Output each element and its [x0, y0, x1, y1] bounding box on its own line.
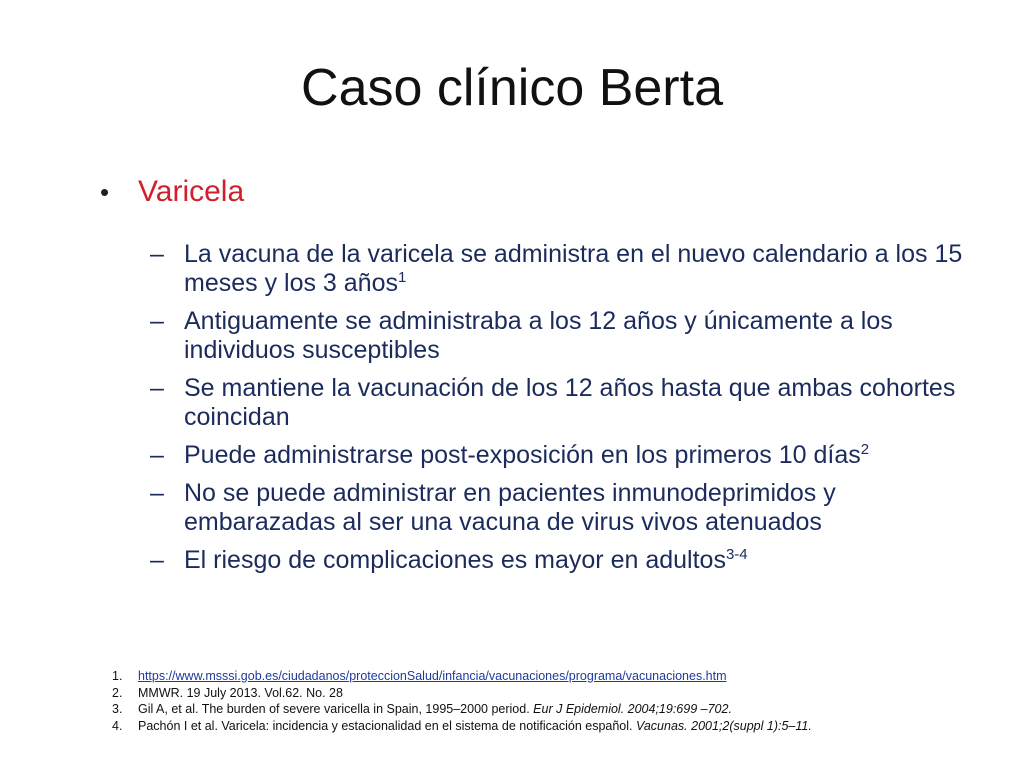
dash-icon: – — [150, 240, 164, 268]
reference-number: 4. — [112, 718, 123, 733]
slide-title: Caso clínico Berta — [301, 59, 723, 117]
reference-text: MMWR. 19 July 2013. Vol.62. No. 28 — [138, 685, 343, 700]
reference-item — [112, 685, 902, 702]
sub-bullet-list — [150, 240, 980, 584]
reference-text: Gil A, et al. The burden of severe varicella in Spain, 1995–2000 period. — [138, 702, 534, 716]
sub-bullet — [150, 307, 980, 365]
dash-icon: – — [150, 374, 164, 402]
dash-icon: – — [150, 546, 164, 574]
dash-icon: – — [150, 441, 164, 469]
sub-bullet — [150, 441, 980, 470]
sub-bullet — [150, 240, 980, 298]
sub-bullet — [150, 479, 980, 537]
dash-icon: – — [150, 479, 164, 507]
footnote-marker: 1 — [398, 269, 407, 286]
main-bullet — [100, 175, 244, 209]
reference-link[interactable]: https://www.msssi.gob.es/ciudadanos/proteccionSalud/infancia/vacunaciones/programa/vacunaciones.htm — [138, 669, 727, 683]
reference-journal: Vacunas. 2001;2(suppl 1):5–11. — [635, 718, 812, 733]
references-list — [112, 668, 902, 734]
sub-bullet-text: Se mantiene la vacunación de los 12 años hasta que ambas cohortes coincidan — [184, 374, 956, 431]
reference-text: Pachón I et al. Varicela: incidencia y estacionalidad en el sistema de notificación español. — [138, 718, 636, 733]
bullet-label: Varicela — [138, 175, 245, 208]
sub-bullet — [150, 546, 980, 575]
footnote-marker: 3-4 — [725, 546, 748, 563]
reference-item — [112, 718, 902, 735]
sub-bullet-text: Antiguamente se administraba a los 12 años y únicamente a los individuos susceptibles — [184, 307, 893, 364]
sub-bullet-text: El riesgo de complicaciones es mayor en adultos — [184, 546, 726, 574]
sub-bullet-text: No se puede administrar en pacientes inmunodeprimidos y embarazadas al ser una vacuna de virus vivos atenuados — [184, 479, 836, 536]
reference-item — [112, 668, 902, 685]
reference-number: 1. — [112, 669, 123, 683]
dash-icon: – — [150, 307, 164, 335]
reference-number: 3. — [112, 702, 123, 716]
sub-bullet — [150, 374, 980, 432]
reference-item — [112, 701, 902, 718]
sub-bullet-text: La vacuna de la varicela se administra en el nuevo calendario a los 15 meses y los 3 años — [184, 240, 963, 297]
bullet-dot-icon: • — [100, 177, 110, 207]
reference-journal: Eur J Epidemiol. 2004;19:699 –702. — [533, 702, 732, 716]
reference-number: 2. — [112, 685, 123, 700]
sub-bullet-text: Puede administrarse post-exposición en los primeros 10 días — [184, 441, 861, 469]
footnote-marker: 2 — [860, 441, 870, 458]
